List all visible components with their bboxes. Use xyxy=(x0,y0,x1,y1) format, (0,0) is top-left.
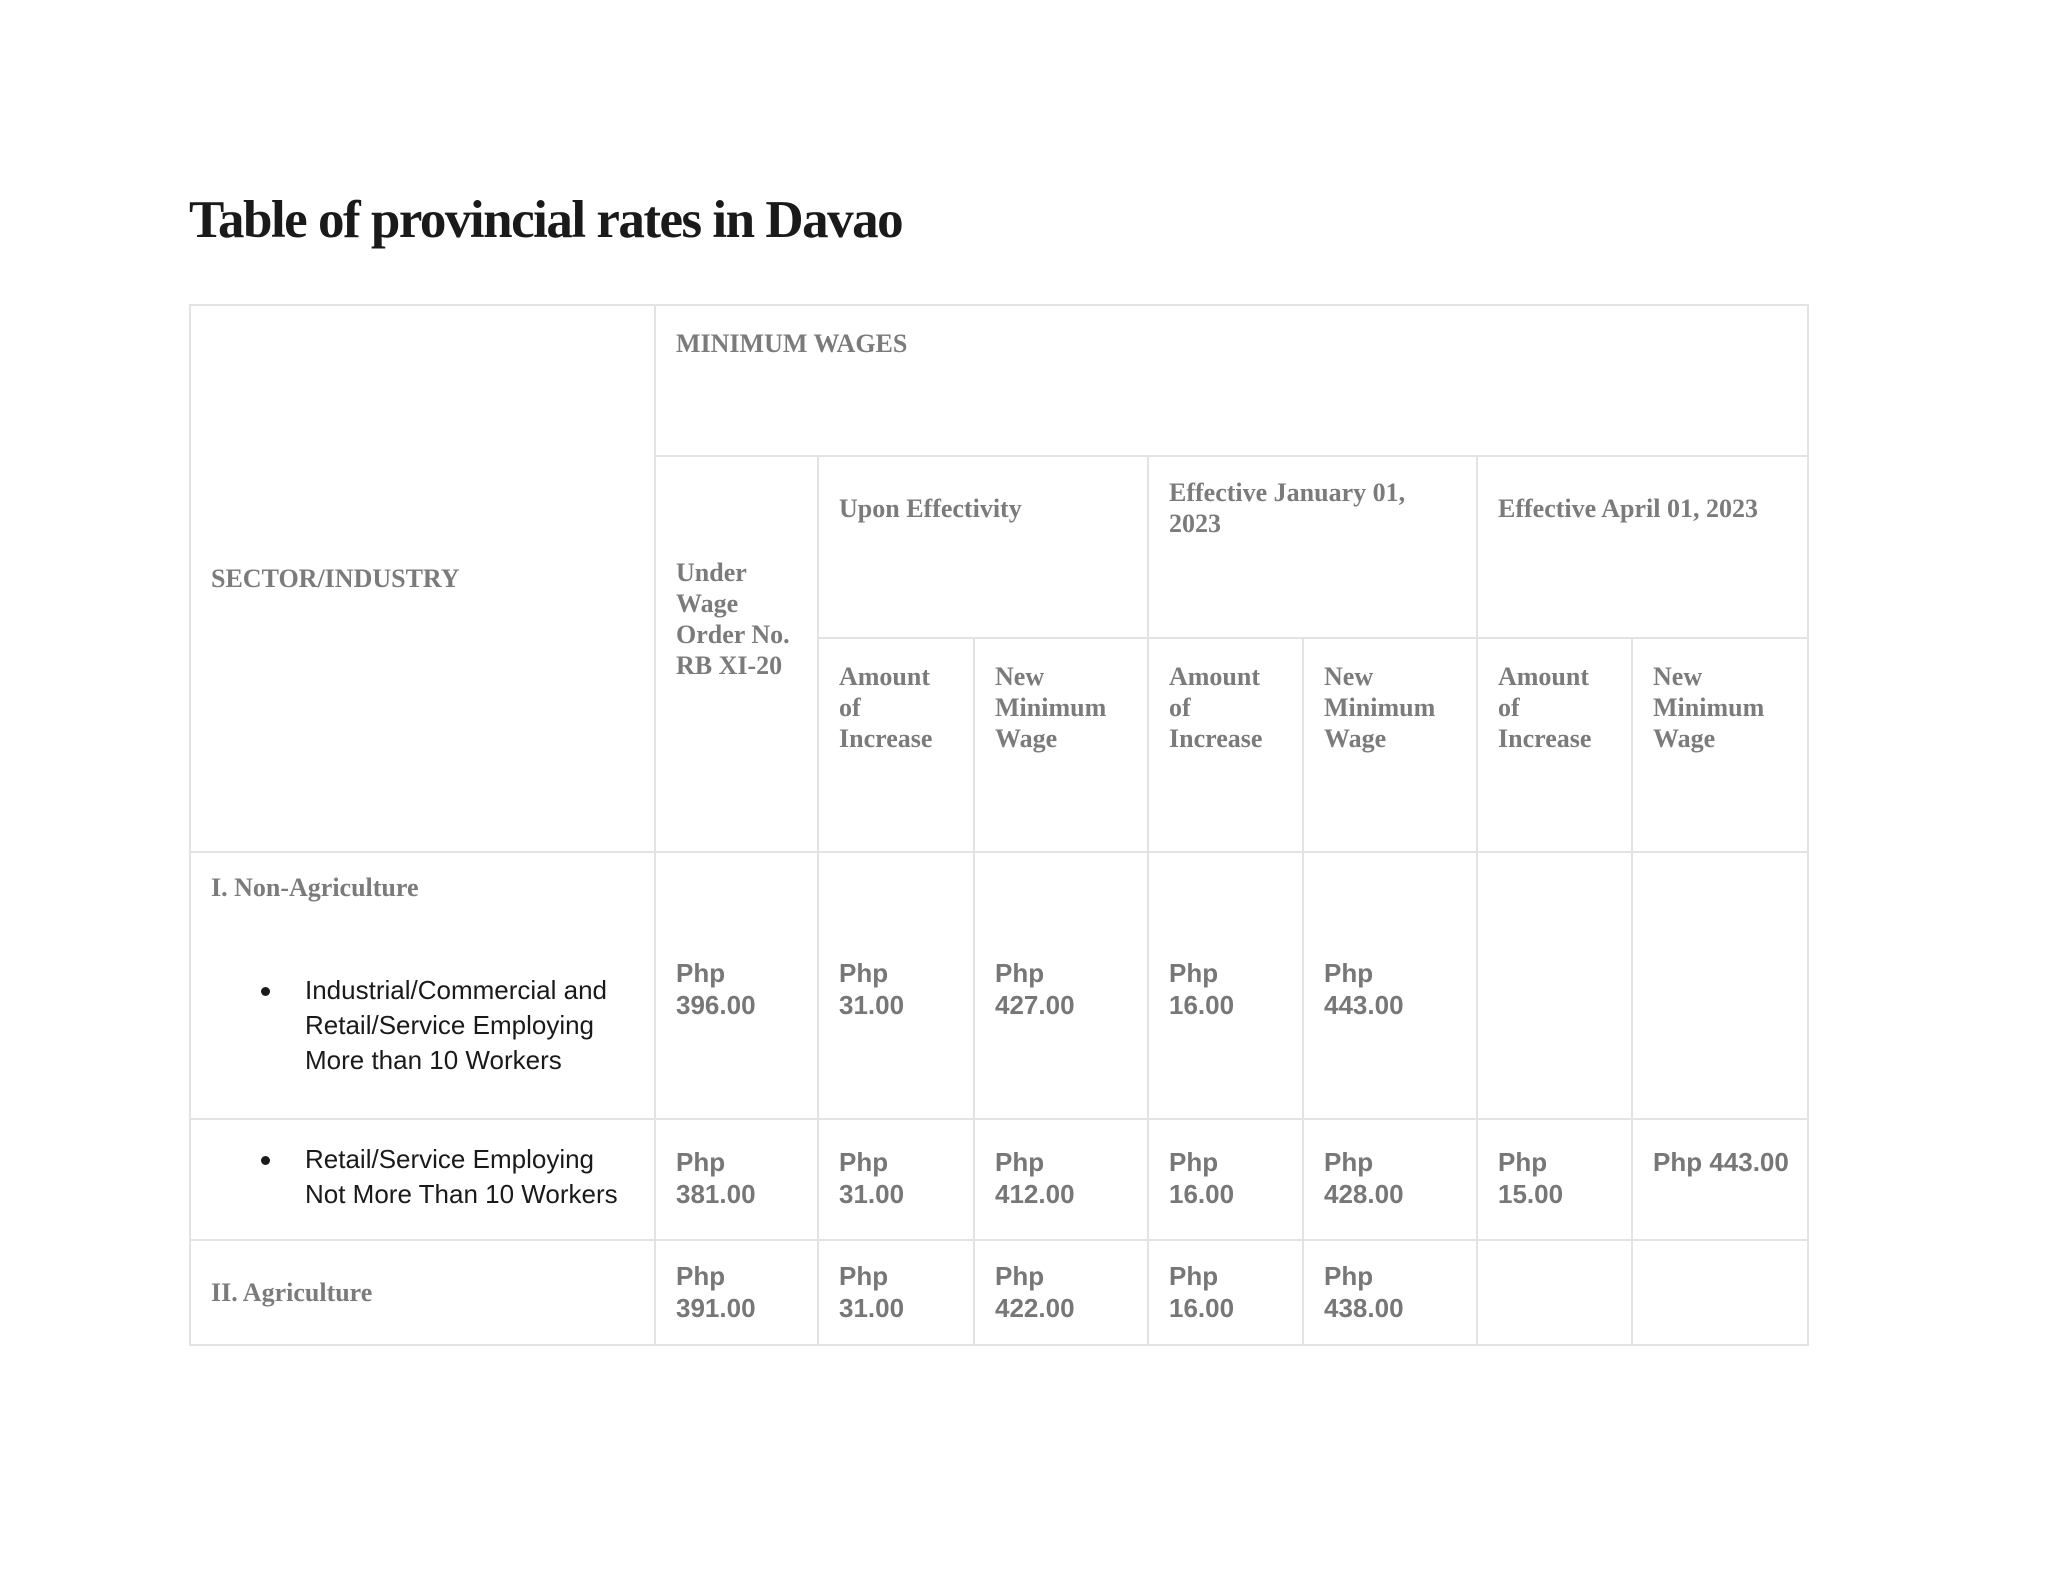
header-minimum-wages: MINIMUM WAGES xyxy=(655,305,1808,456)
header-apr-amount-of-increase: Amount of Increase xyxy=(1477,638,1632,852)
cell-upon-increase: Php 31.00 xyxy=(818,852,974,1119)
header-jan-amount-of-increase: Amount of Increase xyxy=(1148,638,1303,852)
wage-table xyxy=(189,304,1809,1346)
header-upon-effectivity: Upon Effectivity xyxy=(818,456,1148,638)
row-label: Industrial/Commercial and Retail/Service Employing More than 10 Workers xyxy=(305,975,608,1075)
table-row xyxy=(190,1119,1808,1240)
cell-upon-new: Php 422.00 xyxy=(974,1240,1148,1345)
cell-jan-new: Php 443.00 xyxy=(1303,852,1477,1119)
cell-upon-increase: Php 31.00 xyxy=(818,1240,974,1345)
bullet-icon xyxy=(261,1156,270,1165)
cell-upon-new: Php 427.00 xyxy=(974,852,1148,1119)
sector-cell-retail xyxy=(190,1119,655,1240)
cell-upon-new: Php 412.00 xyxy=(974,1119,1148,1240)
sector-cell-non-agriculture xyxy=(190,852,655,1119)
header-under-wage-order: Under Wage Order No. RB XI-20 xyxy=(655,456,818,852)
list-item xyxy=(211,973,636,1078)
section-label-non-agriculture: I. Non-Agriculture xyxy=(211,873,419,902)
header-effective-april: Effective April 01, 2023 xyxy=(1477,456,1808,638)
page-title: Table of provincial rates in Davao xyxy=(189,191,903,249)
section-label-agriculture: II. Agriculture xyxy=(190,1240,655,1345)
cell-jan-increase: Php 16.00 xyxy=(1148,852,1303,1119)
cell-jan-new: Php 438.00 xyxy=(1303,1240,1477,1345)
header-jan-new-minimum-wage: New Minimum Wage xyxy=(1303,638,1477,852)
cell-upon-increase: Php 31.00 xyxy=(818,1119,974,1240)
cell-under-wage-order: Php 391.00 xyxy=(655,1240,818,1345)
table-row xyxy=(190,852,1808,1119)
bullet-icon xyxy=(261,987,270,996)
header-sector-industry: SECTOR/INDUSTRY xyxy=(190,305,655,852)
cell-apr-increase xyxy=(1477,1240,1632,1345)
header-upon-new-minimum-wage: New Minimum Wage xyxy=(974,638,1148,852)
cell-apr-new xyxy=(1632,852,1808,1119)
cell-apr-new: Php 443.00 xyxy=(1632,1119,1808,1240)
cell-apr-increase: Php 15.00 xyxy=(1477,1119,1632,1240)
header-upon-amount-of-increase: Amount of Increase xyxy=(818,638,974,852)
header-apr-new-minimum-wage: New Minimum Wage xyxy=(1632,638,1808,852)
cell-under-wage-order: Php 381.00 xyxy=(655,1119,818,1240)
cell-under-wage-order: Php 396.00 xyxy=(655,852,818,1119)
cell-apr-new xyxy=(1632,1240,1808,1345)
table-row xyxy=(190,1240,1808,1345)
cell-jan-increase: Php 16.00 xyxy=(1148,1119,1303,1240)
header-row-1 xyxy=(190,305,1808,456)
list-item xyxy=(211,1142,636,1212)
row-label: Retail/Service Employing Not More Than 10 Workers xyxy=(305,1144,618,1209)
cell-jan-new: Php 428.00 xyxy=(1303,1119,1477,1240)
cell-jan-increase: Php 16.00 xyxy=(1148,1240,1303,1345)
cell-apr-increase xyxy=(1477,852,1632,1119)
header-effective-january: Effective January 01, 2023 xyxy=(1148,456,1477,638)
